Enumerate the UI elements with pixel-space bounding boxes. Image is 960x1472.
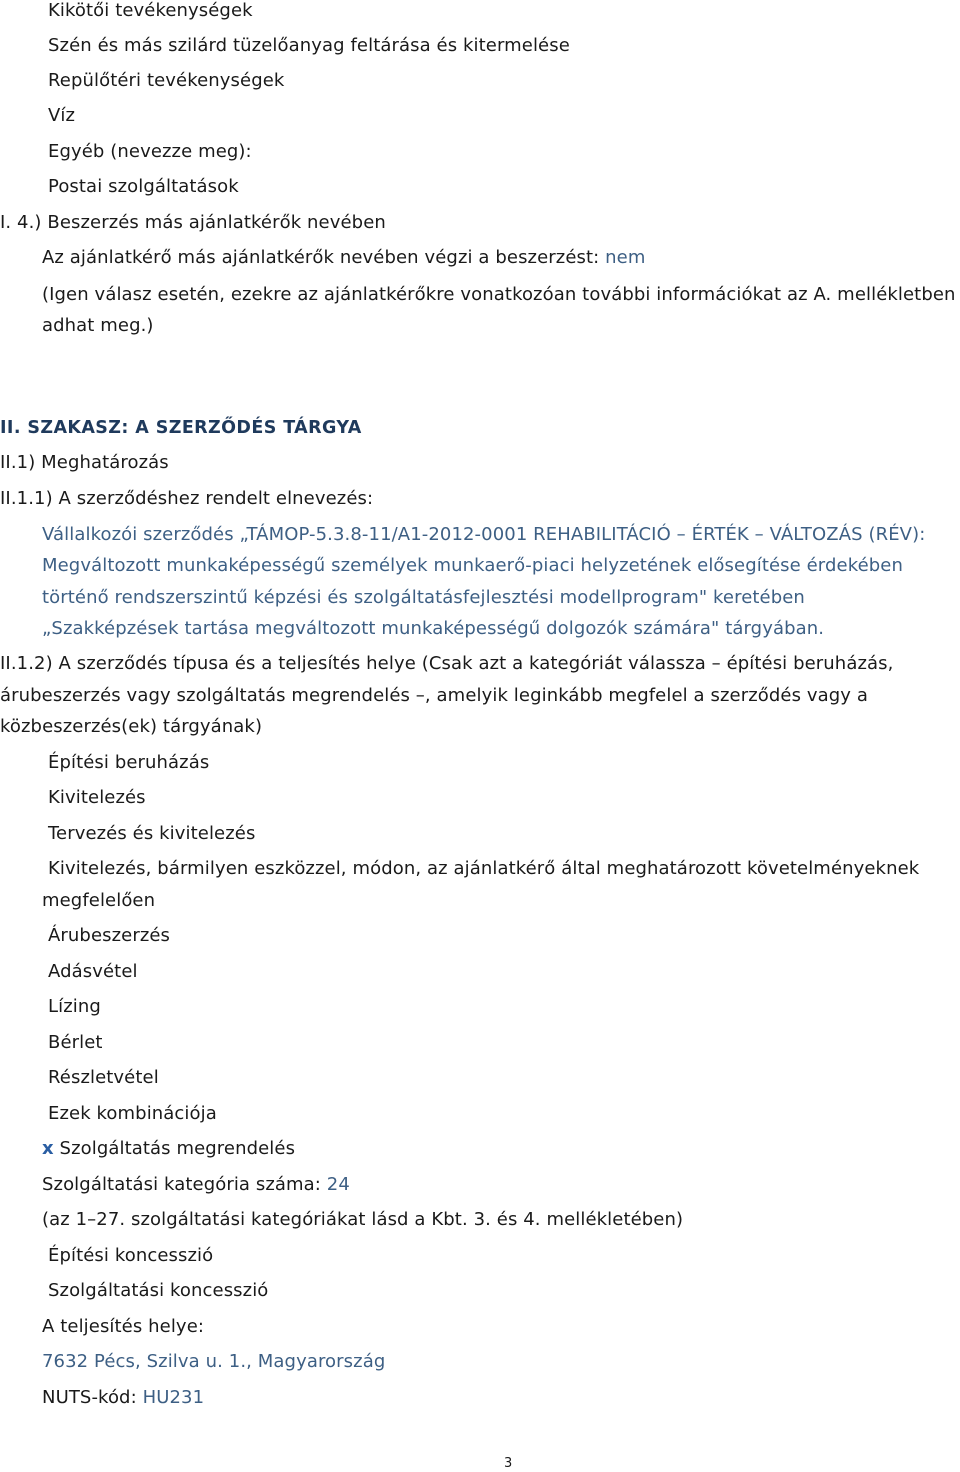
place-label: A teljesítés helye:: [42, 1316, 205, 1337]
nuts-value: HU231: [142, 1387, 205, 1408]
list-item-egyeb: Egyéb (nevezze meg):: [48, 141, 252, 162]
section-i4-note-line1: (Igen válasz esetén, ezekre az ajánlatkérőkre vonatkozóan további információkat az A. mellékletben: [42, 284, 956, 305]
page-number: 3: [504, 1456, 513, 1471]
category-note: (az 1–27. szolgáltatási kategóriákat lásd a Kbt. 3. és 4. mellékletében): [42, 1209, 684, 1230]
option-epitesi-beruhazas: Építési beruházás: [48, 752, 210, 773]
option-tervezes-kivitelezes: Tervezés és kivitelezés: [48, 823, 256, 844]
option-szolgaltatas: [42, 1137, 295, 1161]
category-label: Szolgáltatási kategória száma:: [42, 1174, 321, 1195]
section-ii-heading: II. SZAKASZ: A SZERZŐDÉS TÁRGYA: [0, 418, 362, 438]
contract-name-line4: „Szakképzések tartása megváltozott munkaképességű dolgozók számára" tárgyában.: [42, 618, 825, 639]
option-szolgaltatasi-koncesszio: Szolgáltatási koncesszió: [48, 1280, 269, 1301]
option-epitesi-koncesszio: Építési koncesszió: [48, 1245, 214, 1266]
list-item-kikotoi: Kikötői tevékenységek: [48, 0, 253, 21]
option-adasvetel: Adásvétel: [48, 961, 138, 982]
place-value: 7632 Pécs, Szilva u. 1., Magyarország: [42, 1351, 386, 1372]
section-ii1: II.1) Meghatározás: [0, 452, 169, 473]
contract-name-line1: Vállalkozói szerződés „TÁMOP-5.3.8-11/A1-2012-0001 REHABILITÁCIÓ – ÉRTÉK – VÁLTOZÁS (RÉV):: [42, 524, 926, 545]
list-item-viz: Víz: [48, 105, 76, 126]
section-ii12-line1: II.1.2) A szerződés típusa és a teljesítés helye (Csak azt a kategóriát válassza – építési beruházás,: [0, 653, 894, 674]
option-arubeszerzes: Árubeszerzés: [48, 925, 171, 946]
list-item-repuloteri: Repülőtéri tevékenységek: [48, 70, 285, 91]
section-ii12-line3: közbeszerzés(ek) tárgyának): [0, 716, 263, 737]
option-kivitelezes: Kivitelezés: [48, 787, 146, 808]
section-ii11: II.1.1) A szerződéshez rendelt elnevezés:: [0, 488, 374, 509]
nuts-label: NUTS-kód:: [42, 1387, 137, 1408]
list-item-szen: Szén és más szilárd tüzelőanyag feltárása és kitermelése: [48, 35, 570, 56]
selected-mark: x: [42, 1138, 54, 1159]
contract-name-line2: Megváltozott munkaképességű személyek munkaerő-piaci helyzetének elősegítése érdekében: [42, 555, 903, 576]
option-kombinacio: Ezek kombinációja: [48, 1103, 217, 1124]
category-value: 24: [326, 1174, 350, 1195]
section-i4-title: I. 4.) Beszerzés más ajánlatkérők nevében: [0, 212, 386, 233]
category-row: [42, 1173, 350, 1197]
section-i4-note-line2: adhat meg.): [42, 315, 154, 336]
section-i4-question: [42, 246, 645, 270]
option-szolgaltatas-label: Szolgáltatás megrendelés: [59, 1138, 296, 1159]
section-ii12-line2: árubeszerzés vagy szolgáltatás megrendelés –, amelyik leginkább megfelel a szerződés vagy a: [0, 685, 868, 706]
nuts-row: [42, 1386, 204, 1410]
question-answer: nem: [605, 247, 646, 268]
option-reszletvetel: Részletvétel: [48, 1067, 159, 1088]
contract-name-line3: történő rendszerszintű képzési és szolgáltatásfejlesztési modellprogram" keretében: [42, 587, 805, 608]
option-lizing: Lízing: [48, 996, 101, 1017]
option-berlet: Bérlet: [48, 1032, 103, 1053]
option-kivitelezes-barmilyen-line1: Kivitelezés, bármilyen eszközzel, módon, az ajánlatkérő által meghatározott követelményeknek: [48, 858, 920, 879]
question-label: Az ajánlatkérő más ajánlatkérők nevében végzi a beszerzést:: [42, 247, 600, 268]
option-kivitelezes-barmilyen-line2: megfelelően: [42, 890, 156, 911]
list-item-postai: Postai szolgáltatások: [48, 176, 239, 197]
